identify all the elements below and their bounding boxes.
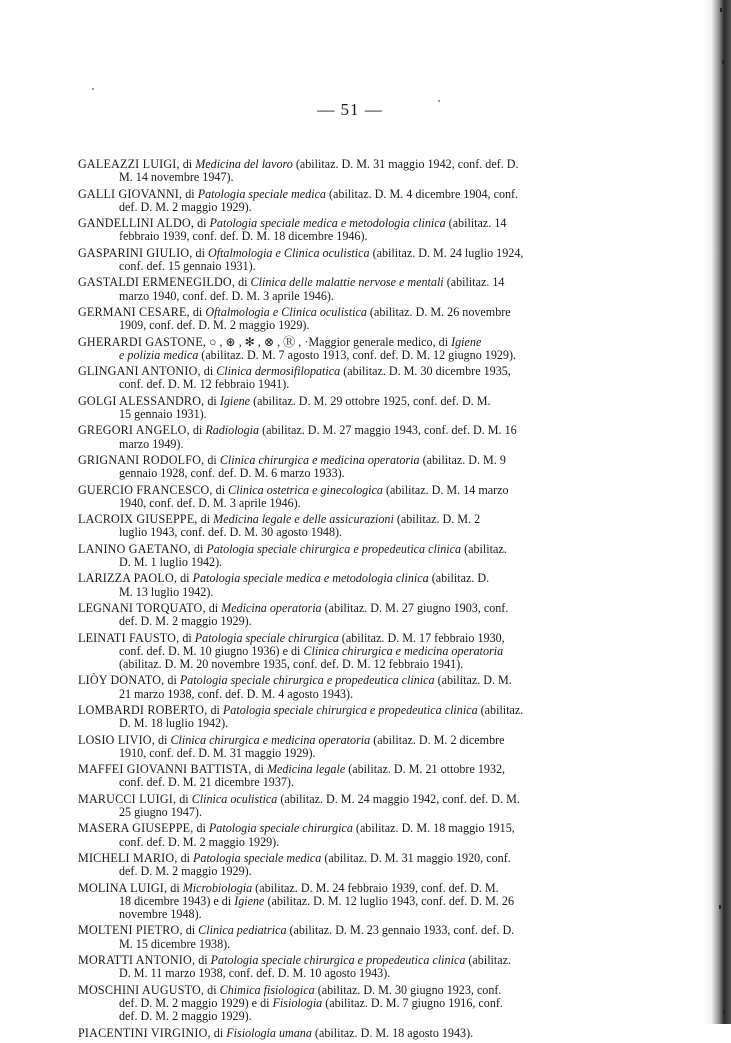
entry-text: M. 14 novembre 1947). (119, 170, 234, 185)
list-item (78, 158, 623, 185)
entry-text: 1910, conf. def. D. M. 31 maggio 1929). (119, 745, 316, 760)
entry-continuation (78, 688, 623, 701)
entry-text: D. M. 1 luglio 1942). (119, 555, 223, 570)
entry-text: di (192, 245, 208, 260)
faculty-name: MOLTENI PIETRO, (78, 923, 183, 938)
entry-text: conf. def. D. M. 12 febbraio 1941). (119, 377, 290, 392)
entry-text: (abilitaz. D. M. 7 giugno 1916, conf. (322, 995, 503, 1010)
entry-text: (abilitaz. D. M. 2 (393, 512, 481, 527)
faculty-list (78, 158, 623, 1043)
subject-title: Oftalmologia e Clinica oculistica (207, 245, 370, 260)
entry-text: di (177, 850, 194, 865)
entry-text: (abilitaz. D. M. 24 febbraio 1939, conf. def. D. M. (252, 880, 499, 895)
entry-text: (abilitaz. (461, 541, 507, 556)
edge-mark (723, 1010, 725, 1014)
list-item (78, 424, 623, 451)
entry-text: di (177, 571, 193, 586)
entry-text: di (251, 762, 267, 777)
entry-text: (abilitaz. D. M. 18 agosto 1943). (311, 1025, 474, 1040)
entry-text: (abilitaz. D. M. 31 maggio 1942, conf. def. D. (292, 157, 519, 171)
subject-title: Patologia speciale medica (193, 850, 322, 865)
entry-text: conf. def. D. M. 2 maggio 1929). (119, 834, 280, 849)
entry-text: di (210, 1025, 227, 1040)
list-item (78, 484, 623, 511)
entry-continuation (78, 438, 623, 451)
page-number: — 51 — (317, 100, 383, 119)
entry-text: 25 giugno 1947). (119, 805, 202, 820)
list-item (78, 954, 623, 981)
list-item (78, 793, 623, 820)
subject-title: Clinica ostetrica e ginecologica (228, 482, 383, 497)
entry-text: di (207, 702, 223, 717)
entry-text: di (189, 304, 206, 319)
faculty-name: GRIGNANI RODOLFO, (78, 452, 205, 467)
entry-text: def. D. M. 2 maggio 1929) e di (119, 995, 273, 1010)
entry-text: di (204, 393, 220, 408)
entry-text: di (179, 630, 195, 645)
subject-title: Medicina legale (266, 762, 346, 777)
subject-title: Fisiologia (272, 995, 323, 1010)
entry-text: di (189, 423, 206, 438)
faculty-name: LOMBARDI ROBERTO, (78, 702, 208, 717)
entry-continuation (78, 290, 623, 303)
subject-title: Radiologia (205, 423, 260, 438)
faculty-name: GALLI GIOVANNI, (78, 186, 183, 201)
entry-text: di (182, 186, 198, 201)
entry-text: di (200, 364, 217, 379)
scanned-page-binding-edge (703, 0, 731, 1024)
subject-title: Microbiologia (182, 880, 253, 895)
entry-text: (abilitaz. D. M. 30 giugno 1923, conf. (314, 982, 502, 997)
entry-text: (abilitaz. D. M. 17 febbraio 1930, (338, 630, 505, 645)
entry-continuation (78, 526, 623, 539)
faculty-name: GANDELLINI ALDO, (78, 216, 195, 231)
entry-text: di (195, 953, 211, 968)
faculty-name: GERMANI CESARE, (78, 304, 190, 319)
faculty-name: MOSCHINI AUGUSTO, (78, 982, 205, 997)
list-item (78, 1027, 623, 1040)
entry-text: M. 15 dicembre 1938). (119, 936, 231, 951)
entry-text: (abilitaz. D. M. 12 luglio 1943, conf. def. D. M. 26 (264, 893, 514, 908)
entry-continuation (78, 967, 623, 980)
entry-text: D. M. 18 luglio 1942). (119, 716, 229, 731)
faculty-name: LIÒY DONATO, (78, 673, 165, 688)
entry-text: (abilitaz. 14 (443, 275, 505, 290)
entry-continuation (78, 171, 623, 184)
entry-continuation (78, 1010, 623, 1023)
entry-text: def. D. M. 2 maggio 1929). (119, 199, 252, 214)
faculty-name: GALEAZZI LUIGI, (78, 157, 180, 171)
entry-text: di (204, 452, 220, 467)
list-item (78, 336, 623, 363)
entry-text: di (190, 541, 207, 556)
faculty-name: GREGORI ANGELO, (78, 423, 190, 438)
entry-text: conf. def. D. M. 10 giugno 1936) e di (119, 643, 304, 658)
list-item (78, 763, 623, 790)
list-item (78, 454, 623, 481)
list-item (78, 924, 623, 951)
subject-title: Clinica pediatrica (198, 923, 287, 938)
entry-text: (abilitaz. D. M. 27 maggio 1943, conf. def. D. M. 16 (259, 423, 517, 438)
entry-text: (abilitaz. D. M. 24 maggio 1942, conf. def. D. M. (277, 791, 520, 806)
entry-continuation (78, 836, 623, 849)
entry-continuation (78, 997, 623, 1010)
edge-mark (720, 8, 722, 12)
entry-text: (abilitaz. 14 (445, 216, 507, 231)
entry-text: def. D. M. 2 maggio 1929). (119, 614, 252, 629)
subject-title: Patologia speciale chirurgica (194, 630, 339, 645)
entry-text: 21 marzo 1938, conf. def. D. M. 4 agosto 1943). (119, 686, 354, 701)
list-item (78, 674, 623, 701)
entry-text: conf. def. 15 gennaio 1931). (119, 259, 256, 274)
entry-text: D. M. 11 marzo 1938, conf. def. D. M. 10 agosto 1943). (119, 966, 391, 981)
subject-title: Patologia speciale chirurgica e propedeutica clinica (206, 541, 462, 556)
faculty-name: LEINATI FAUSTO, (78, 630, 180, 645)
entry-continuation (78, 467, 623, 480)
list-item (78, 632, 623, 672)
edge-mark (722, 60, 724, 64)
edge-mark (719, 905, 721, 909)
subject-title: Clinica dermosifilopatica (216, 364, 341, 379)
entry-text: (abilitaz. D. M. 21 ottobre 1932, (345, 762, 506, 777)
list-item (78, 852, 623, 879)
faculty-name: MASERA GIUSEPPE, (78, 821, 194, 836)
entry-continuation (78, 615, 623, 628)
subject-title: Igiene (234, 893, 265, 908)
subject-title: Fisiologia umana (226, 1025, 312, 1040)
entry-text: gennaio 1928, conf. def. D. M. 6 marzo 1933). (119, 466, 345, 481)
faculty-name: GUERCIO FRANCESCO, (78, 482, 213, 497)
subject-title: Clinica oculistica (191, 791, 278, 806)
list-item (78, 217, 623, 244)
entry-continuation (78, 865, 623, 878)
entry-continuation (78, 806, 623, 819)
list-item (78, 247, 623, 274)
subject-title: Medicina del lavoro (195, 157, 293, 171)
entry-text: 15 gennaio 1931). (119, 407, 207, 422)
entry-continuation (78, 938, 623, 951)
subject-title: Clinica chirurgica e medicina operatoria (170, 732, 371, 747)
subject-title: Patologia speciale chirurgica e propedeutica clinica (210, 953, 466, 968)
entry-text: 1909, conf. def. D. M. 2 maggio 1929). (119, 318, 310, 333)
entry-text: di (164, 673, 180, 688)
list-item (78, 704, 623, 731)
entry-continuation (78, 201, 623, 214)
subject-title: Patologia speciale medica (197, 186, 326, 201)
faculty-name: LOSIO LIVIO, (78, 732, 155, 747)
entry-text: (abilitaz. D. M. 29 ottobre 1925, conf. def. D. M. (250, 393, 491, 408)
faculty-name: LEGNANI TORQUATO, (78, 600, 206, 615)
entry-text: 18 dicembre 1943) e di (119, 893, 235, 908)
faculty-name: GHERARDI GASTONE, (78, 334, 207, 349)
scan-speck (92, 88, 94, 90)
faculty-name: MARUCCI LUIGI, (78, 791, 177, 806)
entry-text: (abilitaz. D. M. 4 dicembre 1904, conf. (325, 186, 519, 201)
entry-continuation (78, 408, 623, 421)
entry-text: (abilitaz. D. M. 24 luglio 1924, (369, 245, 524, 260)
entry-continuation (78, 645, 623, 658)
subject-title: Medicina legale e delle assicurazioni (213, 512, 394, 527)
faculty-name: GLINGANI ANTONIO, (78, 364, 201, 379)
entry-text: 1940, conf. def. D. M. 3 aprile 1946). (119, 495, 301, 510)
entry-text: conf. def. D. M. 21 dicembre 1937). (119, 775, 294, 790)
entry-text: (abilitaz. D. M. 23 gennaio 1933, conf. def. D. (286, 923, 515, 938)
entry-text: di (154, 732, 171, 747)
faculty-name: MOLINA LUIGI, (78, 880, 168, 895)
subject-title: Igiene (219, 393, 251, 408)
faculty-name: MAFFEI GIOVANNI BATTISTA, (78, 762, 252, 777)
entry-text: (abilitaz. D. M. 9 (419, 452, 506, 467)
subject-title: Patologia speciale medica e metodologia clinica (209, 216, 446, 231)
faculty-name: LARIZZA PAOLO, (78, 571, 178, 586)
entry-text: (abilitaz. D. M. 18 maggio 1915, (352, 821, 515, 836)
entry-text: luglio 1943, conf. def. D. M. 30 agosto 1948). (119, 525, 343, 540)
entry-continuation (78, 776, 623, 789)
entry-continuation (78, 556, 623, 569)
entry-text: (abilitaz. D. (428, 571, 490, 586)
entry-text: (abilitaz. D. M. 31 maggio 1920, conf. (321, 850, 511, 865)
subject-title: Clinica chirurgica e medicina operatoria (303, 643, 504, 658)
entry-continuation (78, 230, 623, 243)
subject-title: Clinica chirurgica e medicina operatoria (219, 452, 420, 467)
subject-title: Chimica fisiologica (219, 982, 315, 997)
entry-text: M. 13 luglio 1942). (119, 584, 214, 599)
faculty-name: GOLGI ALESSANDRO, (78, 393, 205, 408)
faculty-name: LANINO GAETANO, (78, 541, 191, 556)
entry-text: def. D. M. 2 maggio 1929). (119, 864, 252, 879)
entry-continuation (78, 717, 623, 730)
list-item (78, 395, 623, 422)
subject-title: Patologia speciale chirurgica e propedeutica clinica (179, 673, 435, 688)
entry-text: di (179, 157, 196, 171)
entry-continuation (78, 908, 623, 921)
list-item (78, 822, 623, 849)
entry-text: di (182, 923, 199, 938)
entry-text: di (197, 512, 214, 527)
entry-text: (abilitaz. (477, 702, 524, 717)
entry-text: di (194, 216, 210, 231)
entry-text: marzo 1940, conf. def. D. M. 3 aprile 1946). (119, 288, 334, 303)
list-item (78, 276, 623, 303)
entry-text: (abilitaz. D. M. 30 dicembre 1935, (340, 364, 511, 379)
list-item (78, 882, 623, 922)
faculty-name: LACROIX GIUSEPPE, (78, 512, 198, 527)
entry-continuation (78, 319, 623, 332)
list-item (78, 543, 623, 570)
entry-text: (abilitaz. D. M. 27 giugno 1903, conf. (321, 600, 509, 615)
entry-text: ○ , ⊛ , ✻ , ⊗ , Ⓡ , ·Maggior generale medico, di (206, 334, 452, 349)
entry-text: di (193, 821, 209, 836)
entry-text: (abilitaz. D. M. 2 dicembre (370, 732, 505, 747)
list-item (78, 572, 623, 599)
entry-text: (abilitaz. (465, 953, 512, 968)
list-item (78, 602, 623, 629)
entry-continuation (78, 260, 623, 273)
entry-continuation (78, 658, 623, 671)
entry-text: (abilitaz. D. M. 7 agosto 1913, conf. def. D. M. 12 giugno 1929). (198, 347, 517, 362)
faculty-name: GASPARINI GIULIO, (78, 245, 193, 260)
entry-text: novembre 1948). (119, 907, 202, 922)
entry-continuation (78, 378, 623, 391)
list-item (78, 365, 623, 392)
entry-text: marzo 1949). (119, 436, 184, 451)
entry-text: di (235, 275, 251, 290)
entry-text: di (176, 791, 192, 806)
entry-text: febbraio 1939, conf. def. D. M. 18 dicembre 1946). (119, 229, 368, 244)
entry-text: di (167, 880, 183, 895)
entry-continuation (78, 349, 623, 362)
entry-text: di (212, 482, 229, 497)
subject-title: Medicina operatoria (221, 600, 322, 615)
subject-title: Clinica delle malattie nervose e mentali (250, 275, 444, 290)
faculty-name: GASTALDI ERMENEGILDO, (78, 275, 236, 290)
list-item (78, 306, 623, 333)
subject-title: Patologia speciale chirurgica (208, 821, 353, 836)
entry-continuation (78, 497, 623, 510)
entry-text: (abilitaz. D. M. 26 novembre (366, 304, 511, 319)
entry-text: di (204, 982, 220, 997)
faculty-name: MORATTI ANTONIO, (78, 953, 196, 968)
list-item (78, 513, 623, 540)
faculty-name: MICHELI MARIO, (78, 850, 178, 865)
entry-continuation (78, 895, 623, 908)
entry-continuation (78, 747, 623, 760)
subject-title: e polizia medica (119, 347, 199, 362)
entry-text: def. D. M. 2 maggio 1929). (119, 1009, 252, 1024)
subject-title: Oftalmologia e Clinica oculistica (205, 304, 367, 319)
subject-title: Patologia speciale chirurgica e propedeutica clinica (222, 702, 478, 717)
list-item (78, 984, 623, 1024)
list-item (78, 188, 623, 215)
entry-text: (abilitaz. D. M. (434, 673, 512, 688)
subject-title: Patologia speciale medica e metodologia clinica (192, 571, 429, 586)
entry-text: (abilitaz. D. M. 20 novembre 1935, conf. def. D. M. 12 febbraio 1941). (119, 657, 464, 672)
list-item (78, 734, 623, 761)
entry-text: di (205, 600, 222, 615)
subject-title: Igiene (451, 334, 482, 349)
faculty-name: PIACENTINI VIRGINIO, (78, 1025, 211, 1040)
entry-continuation (78, 586, 623, 599)
entry-text: (abilitaz. D. M. 14 marzo (382, 482, 509, 497)
